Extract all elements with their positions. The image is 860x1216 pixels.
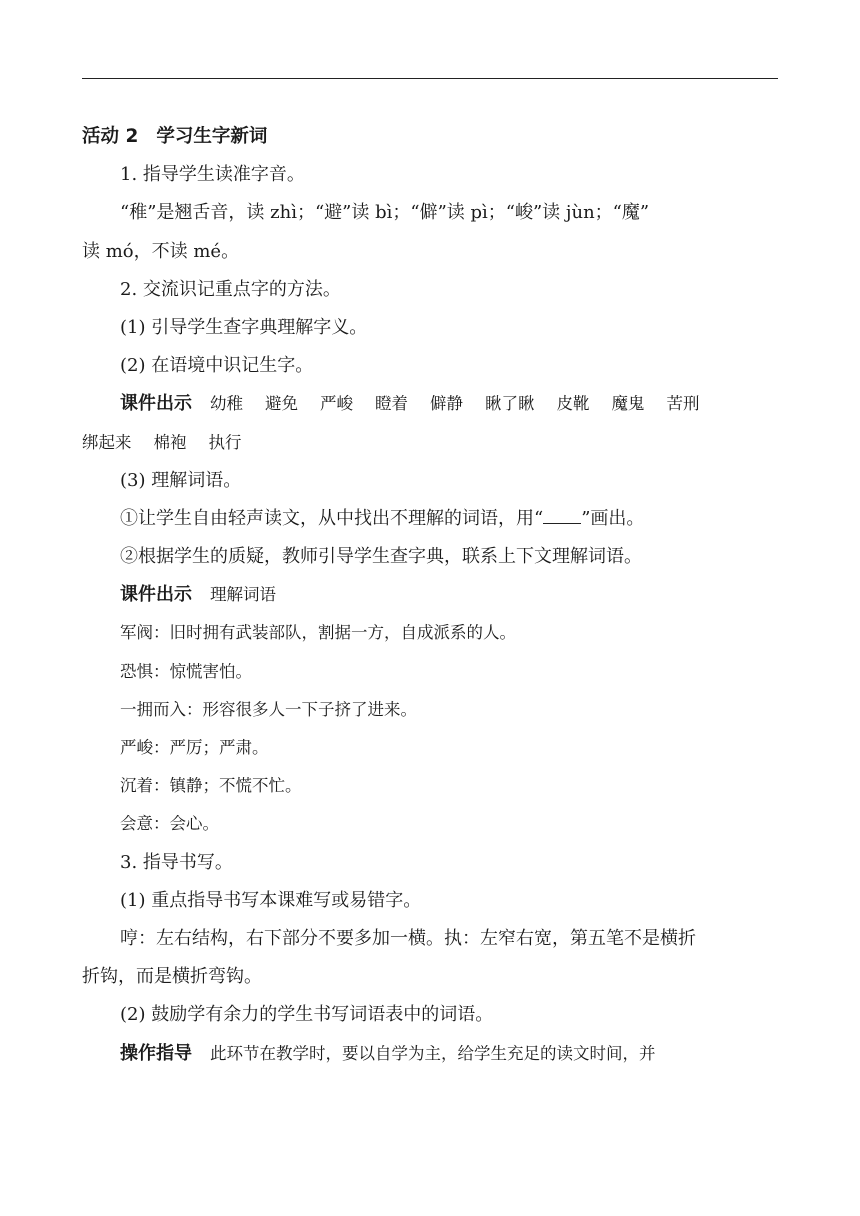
- word: 棉袍: [153, 432, 187, 452]
- section3-body-line1: 哼：左右结构，右下部分不要多加一横。执：左窄右宽，第五笔不是横折: [120, 927, 696, 949]
- section3-item2: (2) 鼓励学有余力的学生书写词语表中的词语。: [120, 1004, 494, 1026]
- section1-body-line1: “稚”是翘舌音，读 zhì；“避”读 bì；“僻”读 pì；“峻”读 jùn；“魔”: [120, 202, 650, 224]
- guidance-text: 此环节在教学时，要以自学为主，给学生充足的读文时间，并: [210, 1043, 656, 1063]
- document-body: [82, 118, 778, 1073]
- word: 瞪着: [375, 394, 408, 414]
- courseware-words: [82, 385, 778, 423]
- courseware-definitions-header: [82, 576, 778, 614]
- word: 僻静: [430, 394, 463, 414]
- activity-label: 活动 2: [82, 126, 139, 147]
- words-list-line1: [210, 394, 700, 413]
- word: 幼稚: [210, 394, 243, 414]
- courseware-label: 课件出示: [120, 584, 192, 606]
- step1-text: ①让学生自由轻声读文，从中找出不理解的词语，用“: [120, 507, 544, 529]
- header-rule: [82, 78, 778, 79]
- word: 皮靴: [556, 394, 590, 414]
- definition-item: 一拥而入：形容很多人一下子挤了进来。: [120, 699, 417, 719]
- section2-title: 2. 交流识记重点字的方法。: [120, 278, 341, 300]
- activity-heading: [82, 118, 778, 156]
- definition-item: 沉着：镇静；不慌不忙。: [120, 776, 302, 796]
- section2-step2: ②根据学生的质疑，教师引导学生查字典，联系上下文理解词语。: [120, 546, 642, 568]
- step1-text-end: ”画出。: [581, 507, 645, 529]
- section3-title: 3. 指导书写。: [120, 851, 233, 873]
- section2-step1: [82, 500, 778, 538]
- word: 绑起来: [82, 432, 132, 452]
- activity-title: 学习生字新词: [156, 126, 268, 147]
- section2-item1: (1) 引导学生查字典理解字义。: [120, 316, 368, 338]
- definition-item: 会意：会心。: [120, 814, 219, 834]
- courseware-label: 课件出示: [120, 393, 192, 415]
- section2-item3: (3) 理解词语。: [120, 469, 242, 491]
- operation-guidance: [82, 1035, 778, 1073]
- section2-item2: (2) 在语境中识记生字。: [120, 355, 314, 377]
- definition-item: 军阀：旧时拥有武装部队，割据一方，自成派系的人。: [120, 623, 516, 643]
- guidance-label: 操作指导: [120, 1042, 192, 1064]
- word: 执行: [208, 432, 242, 452]
- words-list-line2: [82, 424, 778, 462]
- word: 魔鬼: [611, 394, 645, 414]
- section1-body-line2: 读 mó，不读 mé。: [82, 240, 240, 262]
- definition-item: 恐惧：惊慌害怕。: [120, 661, 252, 681]
- blank-underline: [543, 507, 581, 524]
- courseware-title: 理解词语: [210, 585, 276, 605]
- section3-item1: (1) 重点指导书写本课难写或易错字。: [120, 889, 422, 911]
- word: 避免: [265, 394, 298, 414]
- word: 瞅了瞅: [485, 394, 535, 414]
- section3-body-line2: 折钩，而是横折弯钩。: [82, 966, 262, 988]
- section1-title: 1. 指导学生读准字音。: [120, 164, 305, 186]
- word: 苦刑: [666, 394, 700, 414]
- word: 严峻: [320, 394, 353, 414]
- definition-item: 严峻：严厉；严肃。: [120, 738, 269, 757]
